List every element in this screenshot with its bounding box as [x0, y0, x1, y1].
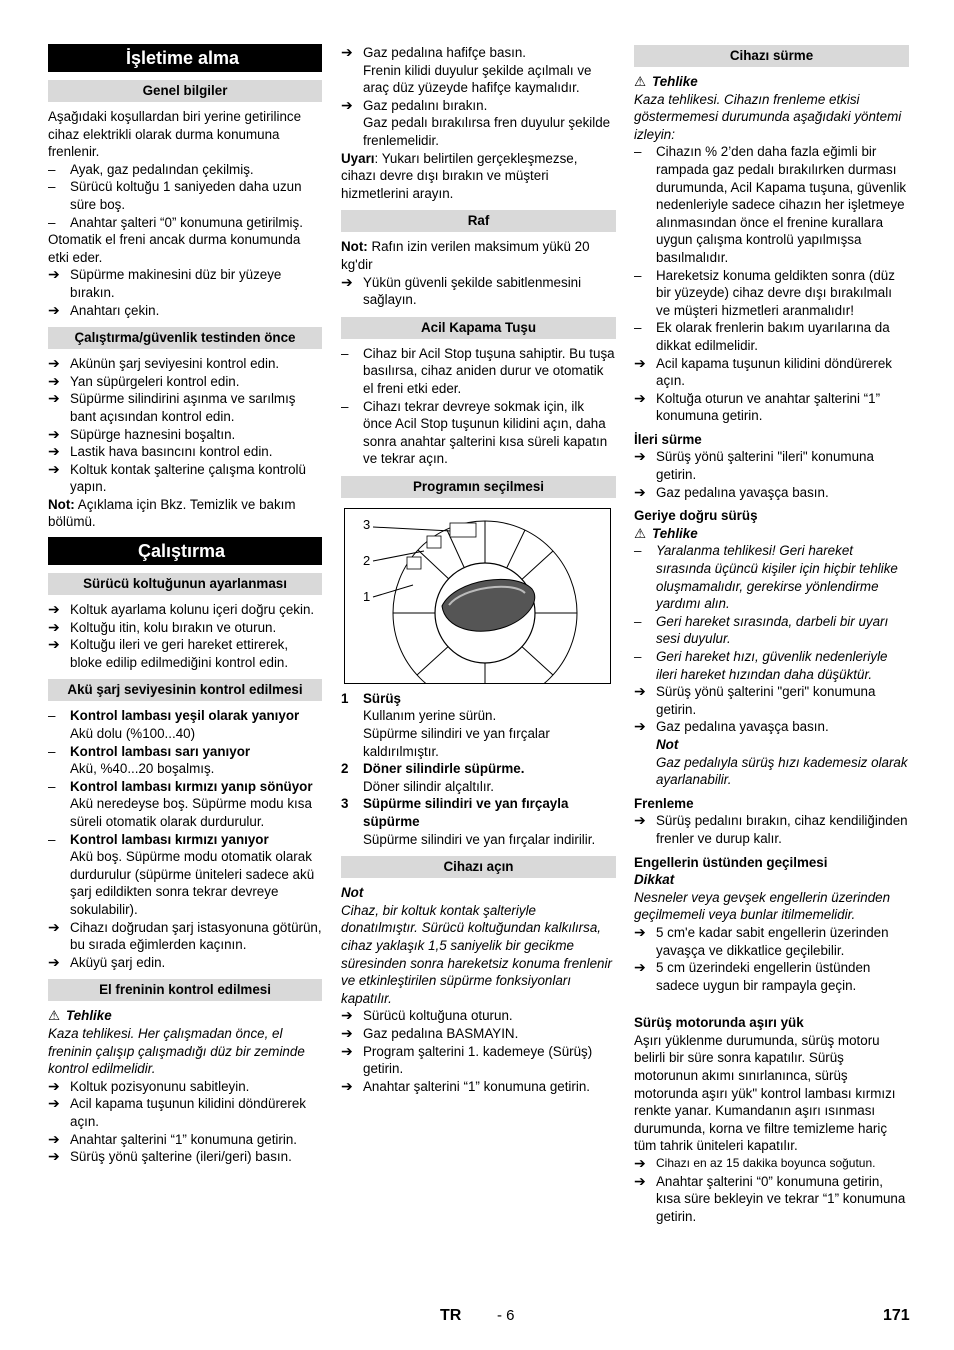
note-text: Gaz pedalıyla sürüş hızı kademesiz olarak ayarlanabilir.: [656, 754, 908, 788]
step-item: ➔ Anahtar şalterini “1” konumuna getirin.: [48, 1130, 298, 1147]
subheading-koltuk: Sürücü koltuğunun ayarlanması: [48, 573, 322, 595]
dash-item: – Kontrol lambası sarı yanıyor: [48, 743, 251, 759]
heading-geri: Geriye doğru sürüş: [634, 508, 758, 524]
subheading-acil: Acil Kapama Tuşu: [341, 317, 616, 339]
numbered-item: 3 Süpürme silindiri ve yan fırçayla süpürme: [341, 796, 569, 830]
dash-item: – Sürücü koltuğu 1 saniyeden daha uzun süre boş.: [48, 179, 302, 212]
item-text: Döner silindir alçaltılır.: [363, 778, 494, 794]
subheading-surme: Cihazı sürme: [634, 45, 909, 67]
step-item: ➔ Sürüş yönü şalterine (ileri/geri) basın.: [48, 1148, 292, 1165]
step-item: ➔ Koltuğa oturun ve anahtar şalterini “1” konumuna getirin.: [634, 389, 881, 424]
step-item: ➔ 5 cm'e kadar sabit engellerin üzerinden yavaşça ve dikkatlice geçilebilir.: [634, 923, 889, 958]
column-2: [341, 44, 616, 1095]
roller-icon: [427, 536, 441, 548]
step-item: ➔ Acil kapama tuşunun kilidini döndürerek açın.: [48, 1095, 306, 1129]
paragraph: Otomatik el freni ancak durma konumunda etki eder.: [48, 232, 301, 265]
arrow-icon: ➔: [48, 1130, 60, 1147]
drive-icon: [407, 557, 421, 569]
arrow-icon: ➔: [634, 448, 646, 465]
warning-triangle-icon: ⚠: [634, 74, 647, 89]
warning-text: Kaza tehlikesi. Cihazın frenleme etkisi göstermemesi durumunda aşağıdaki yöntemi izleyin:: [634, 91, 902, 142]
step-item: ➔ Koltuk pozisyonunu sabitleyin.: [48, 1077, 250, 1094]
dash-item: – Geri hareket sırasında, darbeli bir uyarı sesi duyulur.: [634, 613, 889, 647]
warning-label: ⚠ Tehlike: [48, 1008, 112, 1024]
paragraph: Aşırı yüklenme durumunda, sürüş motoru belirli bir süre sonra kapatılır. Sürüş motorunun akımı sınırlanınca, sürüş motorunda aşırı yük" kontrol lambası kırmızı renkte yanar. Kumandanın aşırı ısınması durumunda, korna ve filtre temizleme hariç tüm tahrik üniteleri kapatılır.: [634, 1032, 896, 1154]
arrow-icon: ➔: [341, 1077, 353, 1094]
dash-item: – Kontrol lambası kırmızı yanıyor: [48, 831, 269, 847]
arrow-icon: ➔: [48, 425, 60, 442]
numbered-item: 1 Sürüş: [341, 690, 401, 706]
dash-item: – Cihazın % 2’den daha fazla eğimli bir rampada gaz pedalı bırakılırken durması durumunda, Acil Kapama tuşuna, güvenlik nedenleriyle sadece cihazın her işletmeye alınmasından önce el frenine kurallara uygun çalışma kontrolü yapılmışsa basılmalıdır.: [634, 144, 907, 265]
note-label: Not: [341, 885, 364, 901]
step-item: ➔ Anahtar şalterini “0” konumuna getirin, kısa süre bekleyin ve tekrar “1” konumuna getirin.: [634, 1172, 906, 1224]
step-item: ➔ Koltuğu ileri ve geri hareket ettirerek, bloke edilip edilmediğini kontrol edin.: [48, 636, 289, 670]
dash-item: – Kontrol lambası yeşil olarak yanıyor: [48, 708, 300, 724]
item-text: Kullanım yerine sürün.: [363, 708, 497, 724]
step-item: ➔ Gaz pedalına yavaşça basın.: [634, 718, 829, 735]
subheading-test: Çalıştırma/güvenlik testinden önce: [48, 327, 322, 349]
subheading-program: Programın seçilmesi: [341, 476, 616, 498]
step-item: ➔ Akünün şarj seviyesini kontrol edin.: [48, 355, 280, 372]
arrow-icon: ➔: [48, 636, 60, 653]
arrow-icon: ➔: [634, 959, 646, 976]
dash-item: – Anahtar şalteri “0” konumuna getirilmiş.: [48, 214, 303, 230]
step-item: ➔ Program şalterini 1. kademeye (Sürüş) getirin.: [341, 1042, 593, 1077]
arrow-icon: ➔: [634, 1155, 646, 1172]
item-text: Akü dolu (%100...40): [70, 726, 196, 742]
section-heading-calistirma: Çalıştırma: [48, 537, 322, 565]
arrow-icon: ➔: [634, 1172, 646, 1189]
step-item: ➔ Sürüş yönü şalterini "geri" konumuna getirin.: [634, 683, 876, 717]
dash-item: – Cihaz bir Acil Stop tuşuna sahiptir. Bu tuşa basılırsa, cihaz aniden durur ve otomatik el freni etki eder.: [341, 345, 615, 396]
heading-engel: Engellerin üstünden geçilmesi: [634, 854, 828, 870]
step-item: ➔ Cihazı en az 15 dakika boyunca soğutun.: [634, 1155, 876, 1172]
arrow-icon: ➔: [48, 443, 60, 460]
dash-item: – Ek olarak frenlerin bakım uyarılarına da dikkat edilmelidir.: [634, 320, 890, 353]
item-text: Süpürme silindiri ve yan fırçalar kaldırılmıştır.: [363, 726, 550, 759]
sweep-brush-icon: [450, 523, 476, 537]
arrow-icon: ➔: [341, 1024, 353, 1041]
step-item: ➔ Koltuk kontak şalterine çalışma kontrolü yapın.: [48, 460, 306, 495]
warning-triangle-icon: ⚠: [634, 525, 647, 541]
subheading-genel: Genel bilgiler: [48, 80, 322, 102]
step-item: ➔ Gaz pedalına yavaşça basın.: [634, 483, 829, 500]
step-item: ➔ Sürüş pedalını bırakın, cihaz kendiliğinden frenler ve durup kalır.: [634, 812, 908, 846]
item-text: Süpürme silindiri ve yan fırçalar indirilir.: [363, 831, 596, 847]
arrow-icon: ➔: [634, 718, 646, 735]
arrow-icon: ➔: [48, 1148, 60, 1165]
note-text: Cihaz, bir koltuk kontak şalteriyle donatılmıştır. Sürücü koltuğundan kalkılırsa, cihaz yaklaşık 1,5 saniyelik bir gecikme süresinden sonra hareketsiz konuma frenlenir ve etkinleştirilen süpürme fonksiyonları kapatılır.: [341, 902, 612, 1006]
step-item: ➔ Koltuk ayarlama kolunu içeri doğru çekin.: [48, 601, 315, 618]
heading-asiri: Sürüş motorunda aşırı yük: [634, 1015, 804, 1031]
dash-item: – Ayak, gaz pedalından çekilmiş.: [48, 161, 254, 177]
warning-label: ⚠ Tehlike: [634, 525, 698, 541]
step-item: ➔ Sürüş yönü şalterini "ileri" konumuna getirin.: [634, 448, 874, 483]
arrow-icon: ➔: [341, 273, 353, 290]
item-text: Gaz pedalı bırakılırsa fren duyulur şekilde frenlemelidir.: [363, 115, 611, 148]
subheading-aku: Akü şarj seviyesinin kontrol edilmesi: [48, 679, 322, 701]
step-item: ➔ Süpürme makinesini düz bir yüzeye bırakın.: [48, 266, 282, 300]
arrow-icon: ➔: [48, 1077, 60, 1094]
subheading-acin: Cihazı açın: [341, 856, 616, 878]
heading-frenleme: Frenleme: [634, 795, 694, 811]
arrow-icon: ➔: [341, 1007, 353, 1024]
item-text: Akü boş. Süpürme modu otomatik olarak durdurulur (süpürme üniteleri sadece akü şarj edildikten sonra tekrar devreye sokulabilir).: [70, 849, 315, 917]
arrow-icon: ➔: [341, 1042, 353, 1059]
note: Not: Rafın izin verilen maksimum yükü 20 kg'dir: [341, 239, 590, 272]
step-item: ➔ Yan süpürgeleri kontrol edin.: [48, 372, 240, 389]
arrow-icon: ➔: [48, 301, 60, 318]
arrow-icon: ➔: [48, 601, 60, 618]
arrow-icon: ➔: [48, 618, 60, 635]
step-item: ➔ Süpürme silindirini aşınma ve sarılmış bant açısından kontrol edin.: [48, 390, 296, 424]
step-item: ➔ Süpürge haznesini boşaltın.: [48, 425, 236, 442]
dash-item: – Geri hareket hızı, güvenlik nedenleriyle ileri hareket hızından daha düşüktür.: [634, 649, 888, 682]
dash-item: – Yaralanma tehlikesi! Geri hareket sırasında üçüncü kişiler için hiçbir tehlike oluşmamalıdır, gerekirse yönlendirme yardımı alın.: [634, 543, 898, 612]
arrow-icon: ➔: [48, 355, 60, 372]
dash-item: – Cihazı tekrar devreye sokmak için, ilk önce Acil Stop tuşunun kilidini açın, daha sonra anahtar şalterini kısa süreli kapatın ve tekrar açın.: [341, 398, 608, 467]
step-item: ➔ Yükün güvenli şekilde sabitlenmesini sağlayın.: [341, 273, 582, 308]
step-item: ➔ Acil kapama tuşunun kilidini döndürerek açın.: [634, 354, 892, 389]
step-item: ➔ Cihazı doğrudan şarj istasyonuna götürün, bu sırada eğimlerden kaçının.: [48, 918, 322, 953]
arrow-icon: ➔: [634, 389, 646, 406]
item-text: Frenin kilidi duyulur şekilde açılmalı ve araç düz yüzeyde hafifçe kaymalıdır.: [363, 62, 592, 96]
item-text: Akü, %40...20 boşalmış.: [70, 761, 215, 777]
arrow-icon: ➔: [634, 483, 646, 500]
arrow-icon: ➔: [48, 266, 60, 283]
arrow-icon: ➔: [48, 953, 60, 970]
item-text: Akü neredeyse boş. Süpürme modu kısa süreli otomatik olarak durdurulur.: [70, 796, 312, 829]
warning-text: Kaza tehlikesi. Her çalışmadan önce, el freninin çalışıp çalışmadığı düz bir zeminde kontrol edilmelidir.: [48, 1025, 305, 1077]
arrow-icon: ➔: [48, 372, 60, 389]
step-item: ➔ Gaz pedalına BASMAYIN.: [341, 1024, 519, 1041]
caution-text: Nesneler veya gevşek engellerin üzerinden geçilmemeli veya bunlar itilmemelidir.: [634, 889, 891, 923]
arrow-icon: ➔: [341, 96, 353, 113]
warning-label: ⚠ Tehlike: [634, 74, 698, 89]
arrow-icon: ➔: [634, 923, 646, 940]
program-dial-svg: [345, 509, 610, 683]
step-item: ➔ 5 cm üzerindeki engellerin üstünden sadece uygun bir rampayla geçin.: [634, 959, 871, 993]
page-number: 171: [883, 1307, 910, 1324]
arrow-icon: ➔: [341, 44, 353, 60]
arrow-icon: ➔: [634, 812, 646, 829]
arrow-icon: ➔: [634, 683, 646, 700]
dash-item: – Kontrol lambası kırmızı yanıp sönüyor: [48, 778, 313, 794]
warning-note: Uyarı: Yukarı belirtilen gerçekleşmezse, cihazı devre dışı bırakın ve müşteri hizmetlerini arayın.: [341, 150, 578, 201]
step-item: ➔ Anahtarı çekin.: [48, 301, 160, 318]
column-1: [48, 44, 322, 1166]
column-3: [634, 44, 909, 1225]
arrow-icon: ➔: [48, 1095, 60, 1112]
numbered-item: 2 Döner silindirle süpürme.: [341, 761, 525, 777]
arrow-icon: ➔: [634, 354, 646, 371]
dial-label-3: 3: [363, 516, 371, 532]
local-page-number: - 6: [497, 1307, 515, 1324]
step-item: ➔ Lastik hava basıncını kontrol edin.: [48, 443, 273, 460]
arrow-icon: ➔: [48, 390, 60, 407]
language-code: TR: [440, 1307, 462, 1324]
step-item: ➔ Gaz pedalını bırakın.: [341, 96, 488, 113]
paragraph: Aşağıdaki koşullardan biri yerine getirilince cihaz elektrikli olarak durma konumuna frenlenir.: [48, 109, 302, 160]
step-item: ➔ Koltuğu itin, kolu bırakın ve oturun.: [48, 618, 277, 635]
step-item: ➔ Gaz pedalına hafifçe basın.: [341, 44, 527, 60]
dash-item: – Hareketsiz konuma geldikten sonra (düz bir yüzeyde) cihaz devre dışı bırakılmalı ve müşteri hizmetleri aranmalıdır!: [634, 267, 895, 318]
subheading-fren: El freninin kontrol edilmesi: [48, 979, 322, 1001]
warning-triangle-icon: ⚠: [48, 1008, 61, 1024]
program-selector-diagram: [344, 508, 611, 684]
step-item: ➔ Sürücü koltuğuna oturun.: [341, 1007, 513, 1024]
step-item: ➔ Aküyü şarj edin.: [48, 953, 166, 970]
step-item: ➔ Anahtar şalterini “1” konumuna getirin.: [341, 1077, 591, 1094]
dial-label-2: 2: [363, 552, 371, 568]
subheading-raf: Raf: [341, 210, 616, 232]
arrow-icon: ➔: [48, 460, 60, 477]
note-label: Not: [656, 736, 679, 752]
caution-label: Dikkat: [634, 872, 675, 888]
dial-label-1: 1: [363, 588, 371, 604]
arrow-icon: ➔: [48, 918, 60, 935]
section-heading-isletime: İşletime alma: [48, 44, 322, 72]
heading-ileri: İleri sürme: [634, 431, 702, 447]
note: Not: Açıklama için Bkz. Temizlik ve bakım bölümü.: [48, 496, 296, 530]
